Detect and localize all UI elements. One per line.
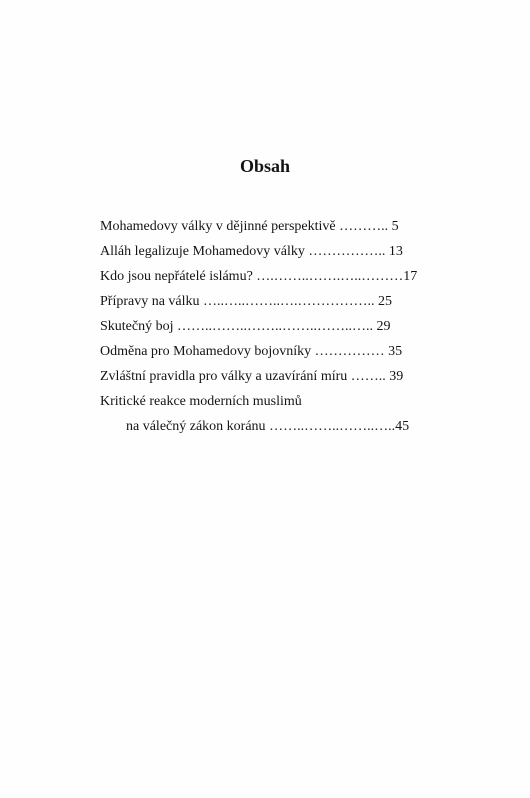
toc-entry-leader: ………..	[335, 219, 389, 234]
toc-entry-label: Přípravy na válku	[100, 294, 200, 309]
toc-entry-leader: ……..	[347, 369, 386, 384]
toc-entry	[100, 214, 440, 239]
toc-entry	[100, 314, 440, 339]
toc-entry-page: 5	[388, 219, 399, 234]
toc-entry-leader: ….……..…….…..………	[252, 269, 404, 284]
toc-entry-label: Odměna pro Mohamedovy bojovníky	[100, 344, 312, 359]
toc-entry	[100, 389, 440, 414]
toc-entry-label: Zvláštní pravidla pro války a uzavírání míru	[100, 369, 348, 384]
toc-entry-page: 29	[373, 319, 391, 334]
toc-entry	[100, 289, 440, 314]
toc-entry	[100, 364, 440, 389]
toc-entry-leader: …..…..……..….……………..	[199, 294, 375, 309]
toc-entry-continuation	[100, 414, 440, 439]
toc-entry-page: 45	[395, 419, 410, 434]
page-title: Obsah	[239, 156, 291, 176]
toc-entry-label: Kdo jsou nepřátelé islámu?	[100, 269, 253, 284]
toc-entry-label: Alláh legalizuje Mohamedovy války	[100, 244, 305, 259]
toc-entry-label: Skutečný boj	[100, 319, 174, 334]
toc-entry	[100, 339, 440, 364]
toc-entry-leader: ……..……..……..……..……..…..	[173, 319, 373, 334]
toc-entry-label: na válečný zákon koránu	[126, 419, 266, 434]
toc-entry-leader: ……..……..……..…..	[265, 419, 396, 434]
table-of-contents	[100, 214, 440, 439]
toc-entry-page: 39	[385, 369, 404, 384]
toc-entry	[100, 239, 440, 264]
toc-entry-page: 13	[385, 244, 403, 259]
toc-entry-page: 17	[403, 269, 418, 284]
toc-entry-page: 25	[374, 294, 393, 309]
toc-entry-label: Kritické reakce moderních muslimů	[100, 394, 302, 409]
toc-entry-leader: ……………..	[304, 244, 386, 259]
toc-entry-page: 35	[384, 344, 403, 359]
toc-entry-label: Mohamedovy války v dějinné perspektivě	[100, 219, 336, 234]
toc-entry	[100, 264, 440, 289]
toc-entry-leader: ……………	[311, 344, 385, 359]
